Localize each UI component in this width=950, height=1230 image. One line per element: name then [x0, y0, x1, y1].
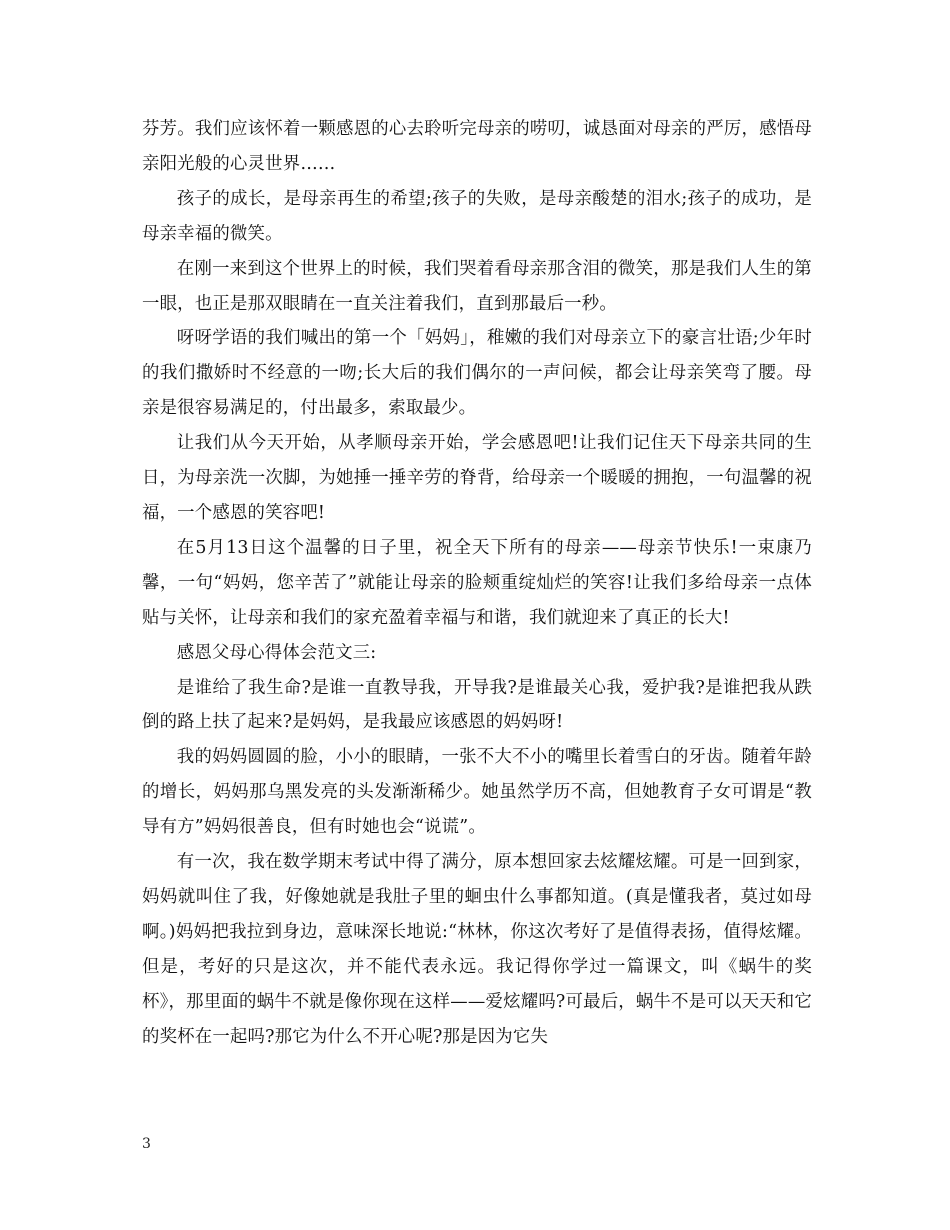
paragraph-9: 有一次，我在数学期末考试中得了满分，原本想回家去炫耀炫耀。可是一回到家，妈妈就叫住了我，好像她就是我肚子里的蛔虫什么事都知道。(真是懂我者，莫过如母啊。)妈妈把我拉到身边，意味深长地说:“林林，你这次考好了是值得表扬，值得炫耀。但是，考好的只是这次，并不能代表永远。我记得你学过一篇课文，叫《蜗牛的奖杯》，那里面的蜗牛不就是像你现在这样——爱炫耀吗?可最后，蜗牛不是可以天天和它的奖杯在一起吗?那它为什么不开心呢?那是因为它失	[142, 852, 812, 1047]
paragraph-3: 在刚一来到这个世界上的时候，我们哭着看母亲那含泪的微笑，那是我们人生的第一眼，也正是那双眼睛在一直关注着我们，直到那最后一秒。	[142, 258, 812, 314]
paragraph-1: 芬芳。我们应该怀着一颗感恩的心去聆听完母亲的唠叨，诚恳面对母亲的严厉，感悟母亲阳光般的心灵世界……	[142, 119, 812, 174]
paragraph-8: 我的妈妈圆圆的脸，小小的眼睛，一张不大不小的嘴里长着雪白的牙齿。随着年龄的增长，妈妈那乌黑发亮的头发渐渐稀少。她虽然学历不高，但她教育子女可谓是“教导有方”妈妈很善良，但有时她也会“说谎”。	[142, 747, 812, 838]
paragraph-6: 在5月13日这个温馨的日子里，祝全天下所有的母亲——母亲节快乐!一束康乃馨，一句“妈妈，您辛苦了”就能让母亲的脸颊重绽灿烂的笑容!让我们多给母亲一点体贴与关怀，让母亲和我们的家充盈着幸福与和谐，我们就迎来了真正的长大!	[142, 537, 812, 628]
paragraph-5: 让我们从今天开始，从孝顺母亲开始，学会感恩吧!让我们记住天下母亲共同的生日，为母亲洗一次脚，为她捶一捶辛劳的脊背，给母亲一个暖暖的拥抱，一句温馨的祝福，一个感恩的笑容吧!	[142, 433, 812, 523]
page-number: 3	[142, 1136, 151, 1152]
body-text	[142, 112, 812, 1054]
paragraph-7: 是谁给了我生命?是谁一直教导我，开导我?是谁最关心我，爱护我?是谁把我从跌倒的路上扶了起来?是妈妈，是我最应该感恩的妈妈呀!	[142, 677, 812, 733]
paragraph-4: 呀呀学语的我们喊出的第一个「妈妈」，稚嫩的我们对母亲立下的豪言壮语;少年时的我们撒娇时不经意的一吻;长大后的我们偶尔的一声问候，都会让母亲笑弯了腰。母亲是很容易满足的，付出最多，索取最少。	[142, 328, 812, 419]
paragraph-2: 孩子的成长，是母亲再生的希望;孩子的失败，是母亲酸楚的泪水;孩子的成功，是母亲幸福的微笑。	[142, 188, 812, 244]
section-heading: 感恩父母心得体会范文三:	[176, 642, 377, 663]
